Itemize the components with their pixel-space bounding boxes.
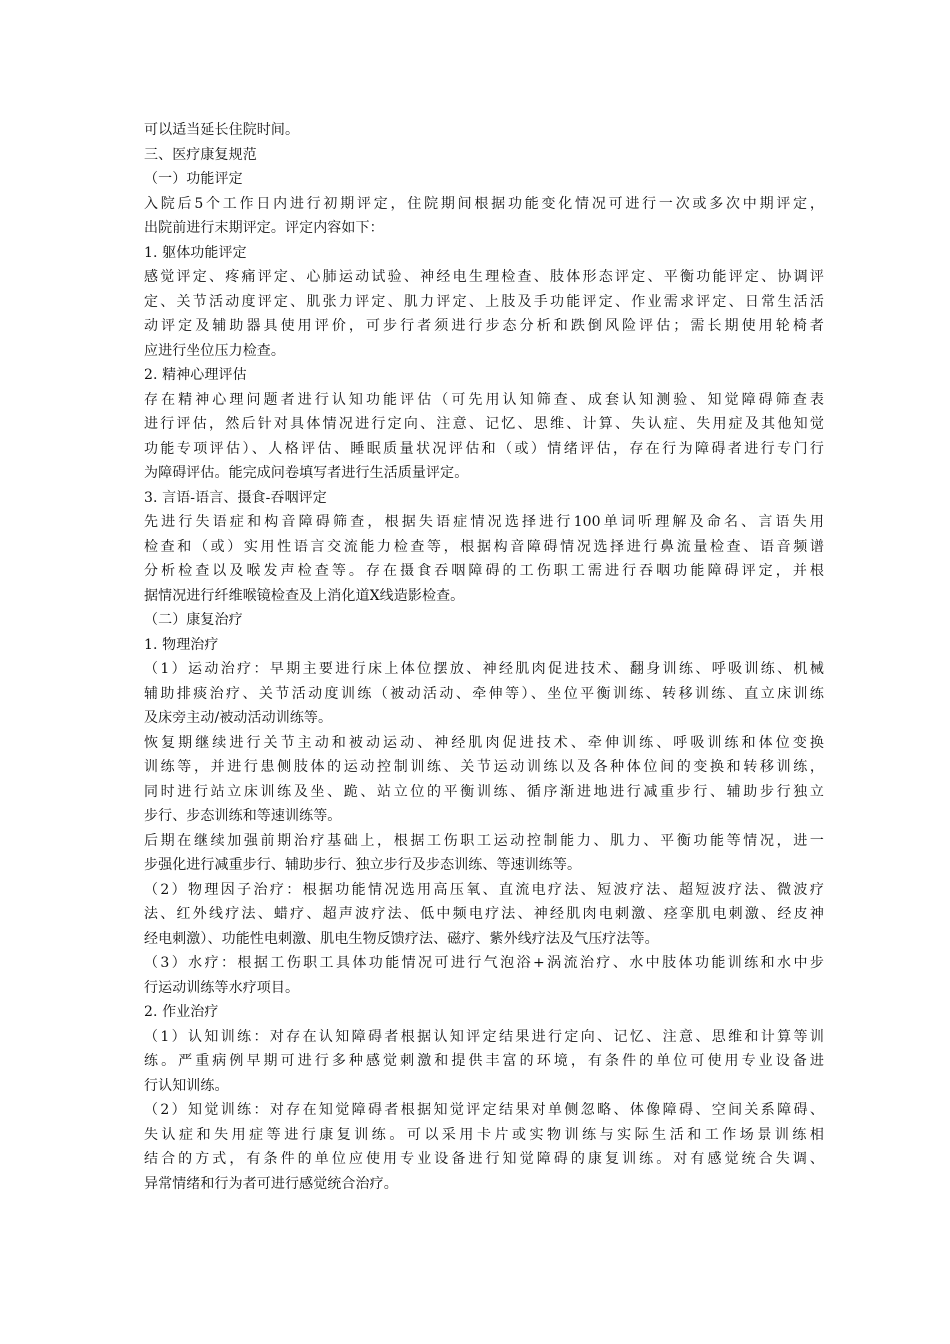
text-line: 感觉评定、疼痛评定、心肺运动试验、神经电生理检查、肢体形态评定、平衡功能评定、协调评 (144, 269, 824, 285)
text-line: 进行评估，然后针对具体情况进行定向、注意、记忆、思维、计算、失认症、失用症及其他知觉 (144, 416, 824, 432)
text-line: 存在精神心理问题者进行认知功能评估（可先用认知筛查、成套认知测验、知觉障碍筛查表 (144, 391, 824, 408)
text-line: 恢复期继续进行关节主动和被动运动、神经肌肉促进技术、牵伸训练、呼吸训练和体位变换 (144, 734, 824, 751)
document-page (144, 118, 824, 1196)
text-line: 分析检查以及喉发声检查等。存在摄食吞咽障碍的工伤职工需进行吞咽功能障碍评定，并根 (144, 563, 824, 579)
text-line: 检查和（或）实用性语言交流能力检查等，根据构音障碍情况选择进行鼻流量检查、语音频谱 (144, 538, 824, 555)
text-line: 辅助排痰治疗、关节活动度训练（被动活动、牵伸等）、坐位平衡训练、转移训练、直立床训练 (144, 685, 824, 702)
text-line: 步行、步态训练和等速训练等。 (144, 808, 342, 824)
text-line: 结合的方式，有条件的单位应使用专业设备进行知觉障碍的康复训练。对有感觉统合失调、 (144, 1151, 824, 1167)
text-line: 入院后5个工作日内进行初期评定，住院期间根据功能变化情况可进行一次或多次中期评定， (144, 195, 824, 212)
text-line: 据情况进行纤维喉镜检查及上消化道X线造影检查。 (144, 587, 465, 604)
text-line: 可以适当延长住院时间。 (144, 122, 300, 138)
text-line: 3. 言语-语言、摄食-吞咽评定 (144, 489, 327, 506)
text-line: 应进行坐位压力检查。 (144, 342, 285, 359)
text-line: 及床旁主动/被动活动训练等。 (144, 710, 333, 726)
text-line: 训练等，并进行患侧肢体的运动控制训练、关节运动训练以及各种体位间的变换和转移训练， (144, 759, 824, 775)
text-line: （1）认知训练：对存在认知障碍者根据认知评定结果进行定向、记忆、注意、思维和计算等训 (144, 1028, 824, 1045)
text-line: 1. 物理治疗 (144, 636, 219, 653)
text-line: 出院前进行末期评定。评定内容如下： (144, 220, 384, 236)
text-line: 定、关节活动度评定、肌张力评定、肌力评定、上肢及手功能评定、作业需求评定、日常生活活 (144, 293, 824, 310)
text-line: 为障碍评估。能完成问卷填写者进行生活质量评定。 (144, 465, 469, 481)
text-line: 练。严重病例早期可进行多种感觉刺激和提供丰富的环境，有条件的单位可使用专业设备进 (144, 1053, 824, 1069)
text-line: 后期在继续加强前期治疗基础上，根据工伤职工运动控制能力、肌力、平衡功能等情况，进一 (144, 832, 824, 849)
text-line: 法、红外线疗法、蜡疗、超声波疗法、低中频电疗法、神经肌肉电刺激、痉挛肌电刺激、经皮神 (144, 906, 824, 922)
text-line: 失认症和失用症等进行康复训练。可以采用卡片或实物训练与实际生活和工作场景训练相 (144, 1126, 824, 1143)
text-line: 功能专项评估）、人格评估、睡眠质量状况评估和（或）情绪评估，存在行为障碍者进行专门行 (144, 440, 824, 457)
text-line: 动评定及辅助器具使用评价，可步行者须进行步态分析和跌倒风险评估；需长期使用轮椅者 (144, 318, 824, 334)
text-line: （2）物理因子治疗：根据功能情况选用高压氧、直流电疗法、短波疗法、超短波疗法、微波疗 (144, 881, 824, 898)
text-line: 步强化进行减重步行、辅助步行、独立步行及步态训练、等速训练等。 (144, 857, 582, 873)
text-line: 先进行失语症和构音障碍筛查，根据失语症情况选择进行100单词听理解及命名、言语失用 (144, 514, 824, 530)
text-line: 异常情绪和行为者可进行感觉统合治疗。 (144, 1175, 398, 1192)
text-line: 行认知训练。 (144, 1077, 229, 1094)
text-line: 行运动训练等水疗项目。 (144, 979, 300, 996)
text-line: （二）康复治疗 (144, 612, 243, 628)
text-line: （一）功能评定 (144, 171, 243, 187)
text-line: （1）运动治疗：早期主要进行床上体位摆放、神经肌肉促进技术、翻身训练、呼吸训练、机械 (144, 661, 824, 677)
text-line: 2. 作业治疗 (144, 1004, 219, 1020)
text-line: （2）知觉训练：对存在知觉障碍者根据知觉评定结果对单侧忽略、体像障碍、空间关系障碍、 (144, 1102, 824, 1118)
text-line: 1. 躯体功能评定 (144, 244, 247, 261)
text-line: 同时进行站立床训练及坐、跪、站立位的平衡训练、循序渐进地进行减重步行、辅助步行独立 (144, 783, 824, 800)
text-line: （3）水疗：根据工伤职工具体功能情况可进行气泡浴+涡流治疗、水中肢体功能训练和水中步 (144, 955, 824, 971)
text-line: 三、医疗康复规范 (144, 146, 257, 163)
text-line: 2. 精神心理评估 (144, 367, 247, 383)
text-line: 经电刺激）、功能性电刺激、肌电生物反馈疗法、磁疗、紫外线疗法及气压疗法等。 (144, 930, 659, 947)
